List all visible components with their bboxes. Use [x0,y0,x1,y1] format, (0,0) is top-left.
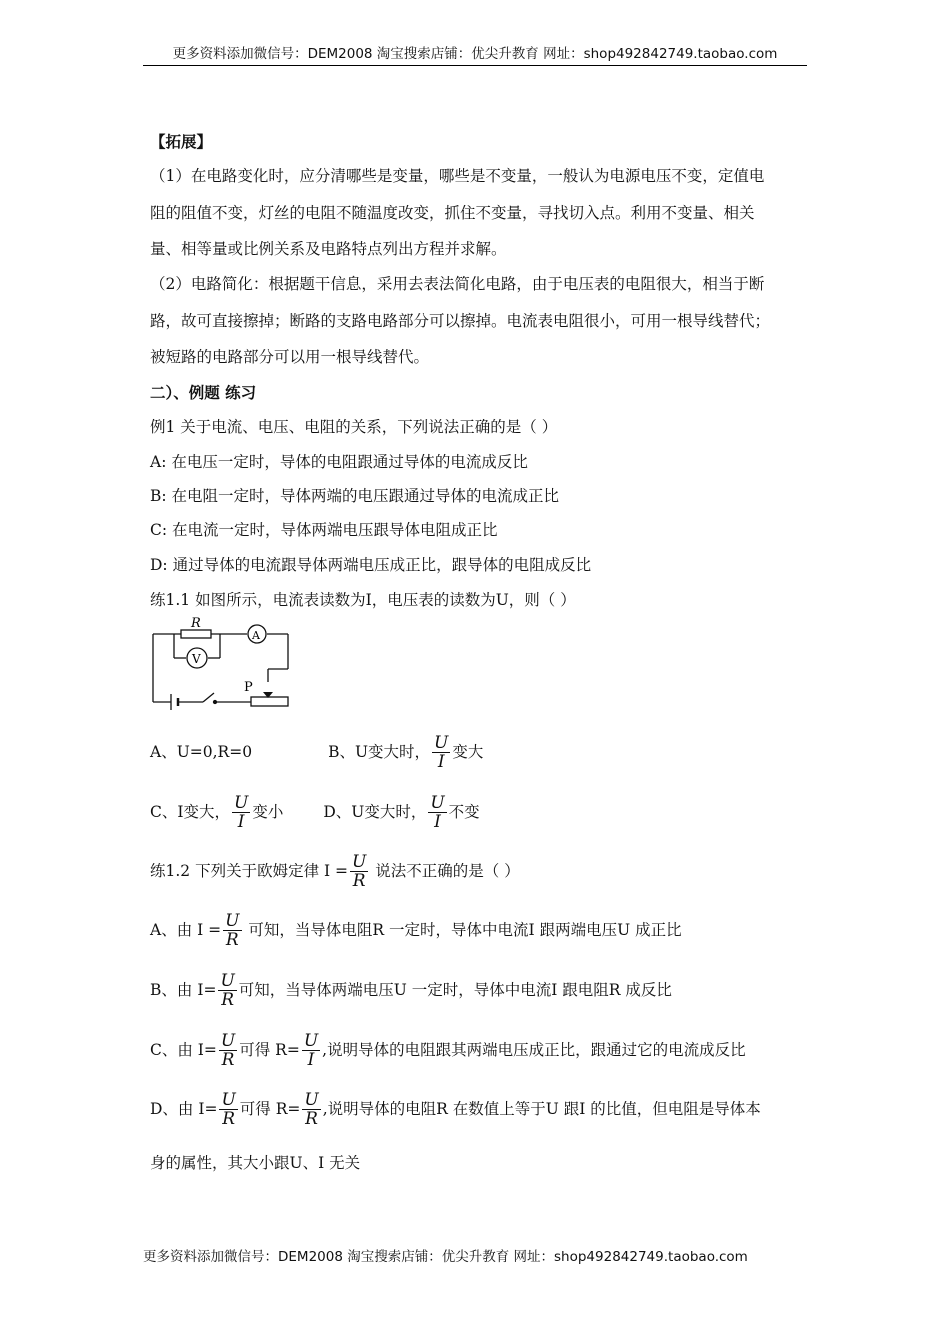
example1-question: 例1 关于电流、电压、电阻的关系，下列说法正确的是（ ） [150,418,558,436]
example1-option-a: A: 在电压一定时，导体的电阻跟通过导体的电流成反比 [150,453,528,471]
expand-p2-line1: （2）电路简化：根据题干信息，采用去表法简化电路，由于电压表的电阻很大，相当于断 [150,275,765,293]
fraction-u-over-r: $\frac{U}{R}$ [221,1089,236,1129]
p11-option-b-pre: B、U变大时， [328,743,431,761]
practice12-option-a: A、由 I = $\frac{U}{R}$ 可知，当导体电阻R 一定时，导体中电流I 跟两端电压U 成正比 [150,910,682,950]
example1-option-b: B: 在电阻一定时，导体两端的电压跟通过导体的电流成正比 [150,487,560,505]
example1-option-c: C: 在电流一定时，导体两端电压跟导体电阻成正比 [150,521,498,539]
p11-option-d-post: 不变 [448,803,480,821]
slider-label: P [244,680,253,695]
p11-option-c-post: 变小 [252,803,284,821]
fraction-u-over-i: $\frac{U}{I}$ [430,792,445,832]
p11-option-a: A、U=0,R=0 [150,743,253,761]
practice12-option-d-line2: 身的属性，其大小跟U、I 无关 [150,1154,361,1172]
practice12-option-c: C、由 I= $\frac{U}{R}$ 可得 R= $\frac{U}{I}$ ,说明导体的电阻跟其两端电压成正比，跟通过它的电流成反比 [150,1030,746,1070]
battery-symbol [171,694,178,710]
practice11-question: 练1.1 如图所示，电流表读数为I，电压表的读数为U，则（ ） [150,591,576,609]
fraction-u-over-r: $\frac{U}{R}$ [352,851,367,891]
fraction-u-over-i: $\frac{U}{I}$ [303,1030,319,1070]
p11-option-b-post: 变大 [452,743,484,761]
fraction-u-over-r: $\frac{U}{R}$ [220,970,235,1010]
section2-title: 二）、例题 练习 [150,383,257,402]
resistor-r [181,630,211,638]
switch-symbol [203,693,217,704]
expand-title: 【拓展】 [150,132,213,151]
practice12-option-b: B、由 I= $\frac{U}{R}$ 可知，当导体两端电压U 一定时，导体中电流I 跟电阻R 成反比 [150,970,672,1010]
fraction-u-over-i: $\frac{U}{I}$ [434,732,449,772]
fraction-u-over-r: $\frac{U}{R}$ [220,1030,236,1070]
page-header: 更多资料添加微信号：DEM2008 淘宝搜索店铺：优尖升教育 网址：shop492842749.taobao.com [143,43,807,66]
rheostat-symbol [251,692,288,706]
example1-option-d: D: 通过导体的电流跟导体两端电压成正比，跟导体的电阻成反比 [150,556,592,574]
page-footer: 更多资料添加微信号：DEM2008 淘宝搜索店铺：优尖升教育 网址：shop492842749.taobao.com [143,1249,748,1265]
p11-option-c-pre: C、I变大， [150,803,230,821]
resistor-label: R [191,616,201,631]
ammeter-label: A [252,629,260,642]
fraction-u-over-r: $\frac{U}{R}$ [225,910,240,950]
practice12-option-d: D、由 I= $\frac{U}{R}$ 可得 R= $\frac{U}{R}$ ,说明导体的电阻R 在数值上等于U 跟I 的比值，但电阻是导体本 [150,1089,761,1129]
fraction-u-over-r: $\frac{U}{R}$ [304,1089,319,1129]
practice11-options-ab [150,729,483,773]
expand-p2-line3: 被短路的电路部分可以用一根导线替代。 [150,348,430,366]
p11-option-d-pre: D、U变大时， [323,803,427,821]
expand-p1-line1: （1）在电路变化时，应分清哪些是变量，哪些是不变量，一般认为电源电压不变，定值电 [150,167,765,185]
fraction-u-over-i: $\frac{U}{I}$ [233,792,249,832]
expand-p1-line3: 量、相等量或比例关系及电路特点列出方程并求解。 [150,240,507,258]
practice11-options-cd [150,789,480,833]
expand-p1-line2: 阻的阻值不变，灯丝的电阻不随温度改变，抓住不变量，寻找切入点。利用不变量、相关 [150,204,755,222]
expand-p2-line2: 路，故可直接擦掉；断路的支路电路部分可以擦掉。电流表电阻很小，可用一根导线替代； [150,312,771,330]
circuit-diagram [148,614,298,714]
practice12-question: 练1.2 下列关于欧姆定律 I = $\frac{U}{R}$ 说法不正确的是（ ） [150,851,520,891]
voltmeter-label: V [192,652,201,666]
